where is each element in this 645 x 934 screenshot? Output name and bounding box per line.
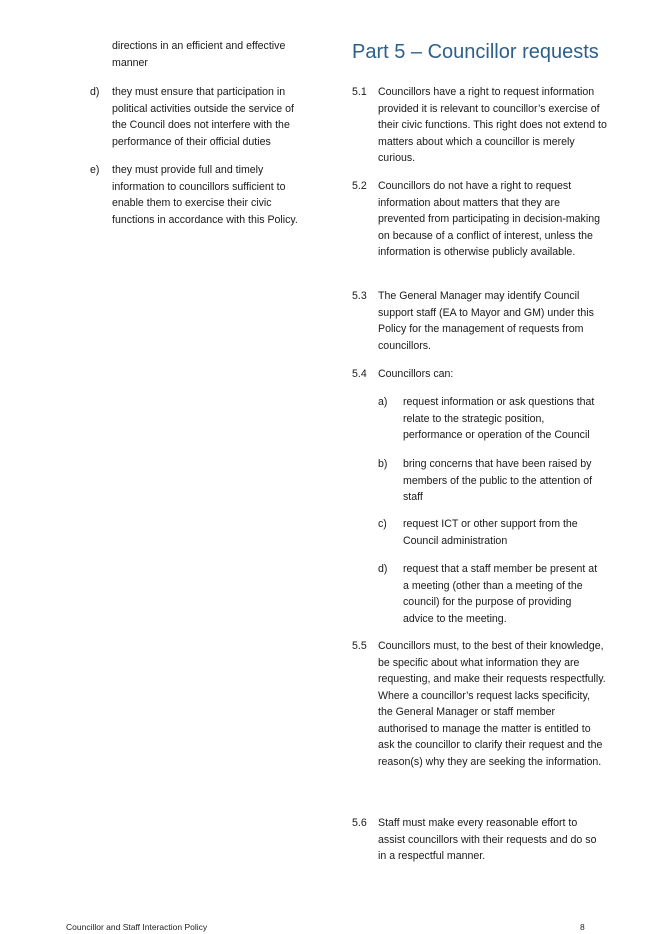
section-number: 5.4 — [352, 368, 367, 380]
section-number: 5.3 — [352, 290, 367, 302]
section-text: Councillors do not have a right to request information about matters that they are prevented from participating in decision-making on because of a conflict of interest, unless the information is otherwise publicly available. — [378, 180, 600, 258]
section-5-3 — [352, 288, 607, 354]
subitem-label: c) — [378, 518, 387, 530]
subitem-label: d) — [378, 563, 388, 575]
section-number: 5.5 — [352, 640, 367, 652]
subitem-d — [378, 561, 603, 627]
subitem-text: request information or ask questions that relate to the strategic position, performance or operation of the Council — [403, 396, 595, 441]
section-number: 5.2 — [352, 180, 367, 192]
section-5-6 — [352, 815, 607, 865]
subitem-label: a) — [378, 396, 388, 408]
subitem-text: bring concerns that have been raised by members of the public to the attention of staff — [403, 458, 593, 503]
section-text: Councillors have a right to request information provided it is relevant to councillor’s exercise of their civic functions. This right does not extend to matters about which a councillor is merely curious. — [378, 86, 607, 164]
list-label: d) — [90, 86, 100, 98]
section-5-1 — [352, 84, 607, 167]
footer-title: Councillor and Staff Interaction Policy — [66, 922, 208, 932]
subitem-text: request ICT or other support from the Council administration — [403, 518, 578, 547]
subitem-label: b) — [378, 458, 388, 470]
section-text: Staff must make every reasonable effort to assist councillors with their requests and do so in a respectful manner. — [378, 817, 597, 862]
section-5-2 — [352, 178, 607, 261]
section-5-5 — [352, 638, 607, 770]
section-text: Councillors can: — [378, 368, 454, 380]
section-5-4 — [352, 366, 607, 383]
list-label: e) — [90, 164, 100, 176]
list-item-e — [90, 162, 310, 228]
page-number: 8 — [580, 922, 585, 932]
subitem-c — [378, 516, 603, 549]
section-number: 5.1 — [352, 86, 367, 98]
list-text: they must ensure that participation in political activities outside the service of the Council does not interfere with the performance of their official duties — [112, 86, 294, 148]
continued-paragraph: directions in an efficient and effective manner — [112, 40, 286, 69]
subitem-a — [378, 394, 603, 444]
section-text: The General Manager may identify Council support staff (EA to Mayor and GM) under this Policy for the management of requests from councillors. — [378, 290, 594, 352]
list-text: they must provide full and timely information to councillors sufficient to enable them to exercise their civic functions in accordance with this Policy. — [112, 164, 298, 226]
subitem-b — [378, 456, 603, 506]
subitem-text: request that a staff member be present at a meeting (other than a meeting of the council) for the purpose of providing advice to the meeting. — [403, 563, 598, 625]
section-number: 5.6 — [352, 817, 367, 829]
list-item-d — [90, 84, 310, 150]
section-heading: Part 5 – Councillor requests — [352, 41, 599, 63]
section-text: Councillors must, to the best of their knowledge, be specific about what information they are requesting, and make their requests respectfully. Where a councillor’s request lacks specificity, the General Manager or staff member authorised to manage the matter is entitled to ask the councillor to clarify their request and the reason(s) why they are seeking the information. — [378, 640, 606, 768]
